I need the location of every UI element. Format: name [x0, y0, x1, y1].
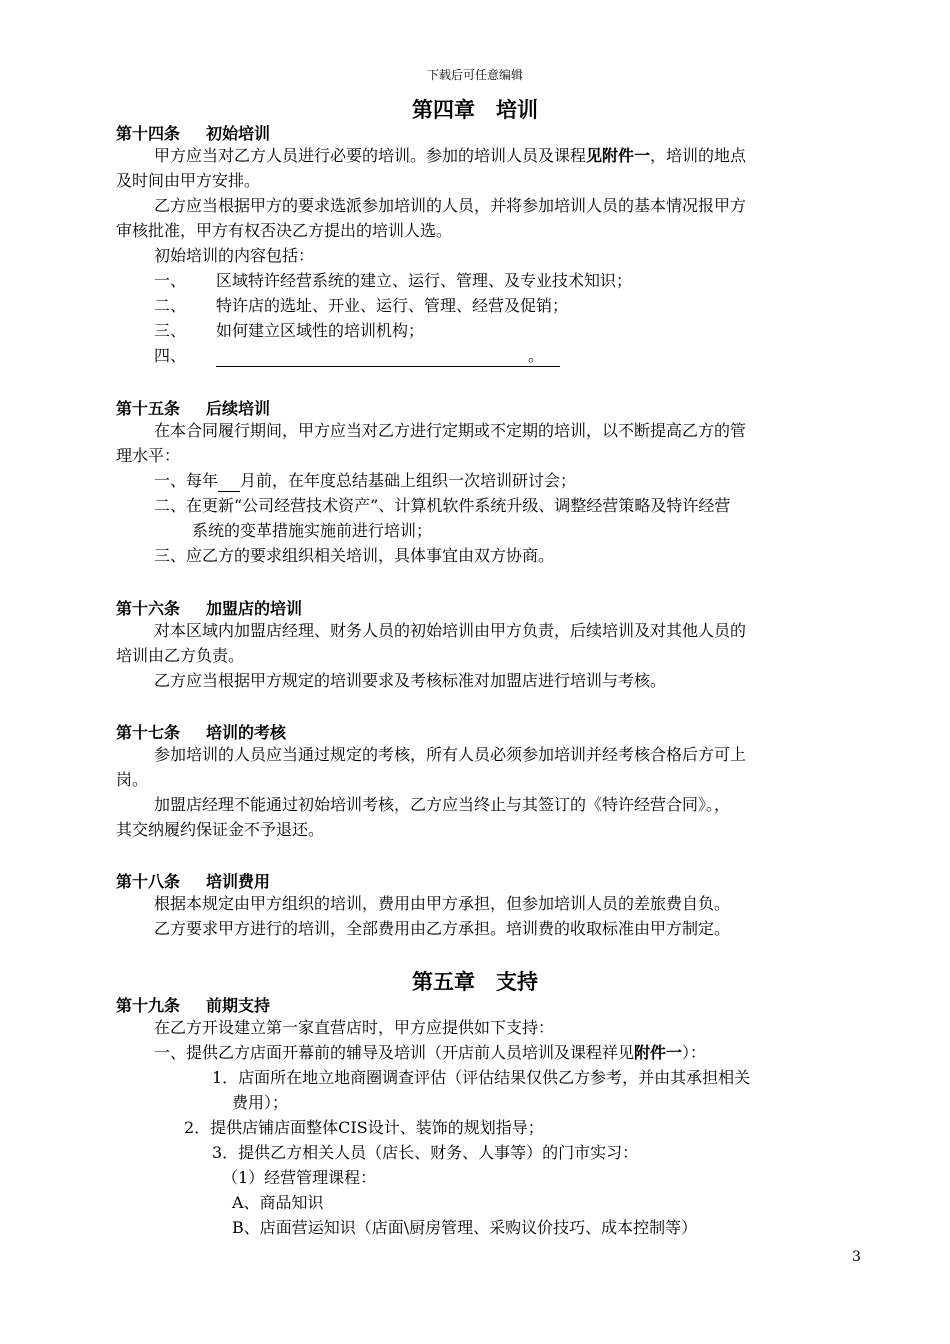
- list-number: 二、: [154, 296, 187, 315]
- blank-fill: [218, 471, 240, 492]
- paragraph-line: [154, 146, 746, 166]
- article-heading: [116, 993, 270, 1016]
- paragraph-line: 参加培训的人员应当通过规定的考核，所有人员必须参加培训并经考核合格后方可上: [154, 745, 747, 764]
- text-run: 。: [527, 346, 544, 365]
- text-run: 一、提供乙方店面开幕前的辅导及培训（开店前人员培训及课程祥见: [154, 1043, 635, 1062]
- page-number: 3: [852, 1249, 861, 1265]
- paragraph-line: 费用）；: [232, 1093, 289, 1112]
- article-number: 第十六条: [116, 599, 181, 618]
- paragraph-line: 2．提供店铺店面整体CIS设计、装饰的规划指导；: [184, 1118, 544, 1137]
- article-number: 第十四条: [116, 124, 181, 143]
- paragraph-line: 在本合同履行期间，甲方应当对乙方进行定期或不定期的培训，以不断提高乙方的管: [154, 421, 747, 440]
- blank-fill-line: [216, 346, 560, 367]
- paragraph-line: 初始培训的内容包括：: [154, 246, 315, 265]
- paragraph-line: 在乙方开设建立第一家直营店时，甲方应提供如下支持：: [154, 1018, 555, 1037]
- article-heading: [116, 869, 270, 892]
- paragraph-line: 乙方应当根据甲方规定的培训要求及考核标准对加盟店进行培训与考核。: [154, 671, 667, 690]
- paragraph-line: 审核批准，甲方有权否决乙方提出的培训人选。: [116, 221, 453, 240]
- chapter-title: 第四章 培训: [412, 98, 538, 122]
- article-number: 第十八条: [116, 872, 181, 891]
- article-title: 培训费用: [206, 872, 271, 891]
- paragraph-line: B、店面营运知识（店面\厨房管理、采购议价技巧、成本控制等）: [232, 1218, 698, 1237]
- list-item: 特许店的选址、开业、运行、管理、经营及促销；: [216, 296, 569, 315]
- paragraph-line: 二、在更新“公司经营技术资产”、计算机软件系统升级、调整经营策略及特许经营: [154, 496, 731, 515]
- paragraph-line: [154, 471, 576, 492]
- article-heading: [116, 596, 302, 619]
- paragraph-line: 根据本规定由甲方组织的培训，费用由甲方承担，但参加培训人员的差旅费自负。: [154, 894, 731, 913]
- list-number: 三、: [154, 321, 187, 340]
- text-run: ，培训的地点: [650, 146, 747, 165]
- bold-reference: 见附件一: [586, 146, 651, 165]
- paragraph-line: 加盟店经理不能通过初始培训考核，乙方应当终止与其签订的《特许经营合同》。，: [154, 795, 731, 814]
- paragraph-line: 岗。: [116, 770, 149, 789]
- paragraph-line: 乙方应当根据甲方的要求选派参加培训的人员，并将参加培训人员的基本情况报甲方: [154, 196, 747, 215]
- list-number: 四、: [154, 346, 187, 365]
- paragraph-line: 理水平：: [116, 446, 181, 465]
- paragraph-line: 其交纳履约保证金不予退还。: [116, 820, 325, 839]
- article-title: 初始培训: [206, 124, 271, 143]
- article-heading: [116, 121, 270, 144]
- list-number: 一、: [154, 271, 187, 290]
- text-run: 甲方应当对乙方人员进行必要的培训。参加的培训人员及课程: [154, 146, 587, 165]
- paragraph-line: [154, 1043, 706, 1063]
- paragraph-line: 及时间由甲方安排。: [116, 171, 261, 190]
- text-run: 月前，在年度总结基础上组织一次培训研讨会；: [240, 471, 577, 490]
- page-header: 下载后可任意编辑: [426, 68, 523, 82]
- article-number: 第十九条: [116, 996, 181, 1015]
- list-item: 区域特许经营系统的建立、运行、管理、及专业技术知识；: [216, 271, 633, 290]
- article-title: 前期支持: [206, 996, 271, 1015]
- paragraph-line: 对本区域内加盟店经理、财务人员的初始培训由甲方负责，后续培训及对其他人员的: [154, 621, 747, 640]
- article-heading: [116, 720, 286, 743]
- bold-reference: 附件一: [634, 1043, 683, 1062]
- chapter-title: 第五章 支持: [412, 970, 538, 994]
- paragraph-line: （1）经营管理课程：: [222, 1168, 377, 1187]
- paragraph-line: A、商品知识: [232, 1193, 324, 1212]
- paragraph-line: 1．店面所在地立地商圈调查评估（评估结果仅供乙方参考，并由其承担相关: [212, 1068, 751, 1087]
- paragraph-line: 3．提供乙方相关人员（店长、财务、人事等）的门市实习：: [212, 1143, 639, 1162]
- paragraph-line: 系统的变革措施实施前进行培训；: [192, 521, 433, 540]
- paragraph-line: 乙方要求甲方进行的培训，全部费用由乙方承担。培训费的收取标准由甲方制定。: [154, 919, 731, 938]
- article-title: 培训的考核: [206, 723, 287, 742]
- paragraph-line: 培训由乙方负责。: [116, 646, 245, 665]
- text-run: ）：: [682, 1043, 707, 1062]
- paragraph-line: 三、应乙方的要求组织相关培训，具体事宜由双方协商。: [154, 546, 555, 565]
- article-number: 第十五条: [116, 399, 181, 418]
- article-heading: [116, 396, 270, 419]
- article-number: 第十七条: [116, 723, 181, 742]
- article-title: 加盟店的培训: [206, 599, 303, 618]
- list-item: 如何建立区域性的培训机构；: [216, 321, 425, 340]
- text-run: 一、每年: [154, 471, 219, 490]
- article-title: 后续培训: [206, 399, 271, 418]
